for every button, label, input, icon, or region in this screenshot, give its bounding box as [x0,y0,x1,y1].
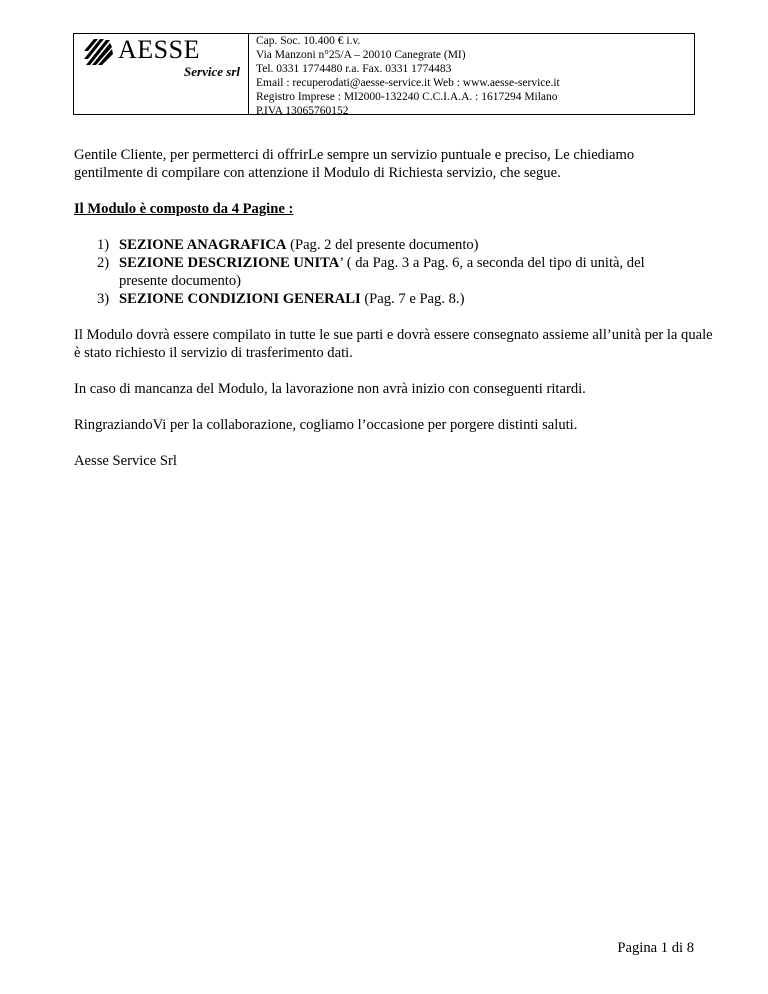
info-line-vat: P.IVA 13065760152 [256,104,349,117]
stripes-logo-icon [82,37,116,67]
sections-list [74,236,714,308]
letter-body [74,146,714,488]
list-item [74,254,689,290]
list-item-number: 2) [97,255,110,271]
info-line-email-web: Email : recuperodati@aesse-service.it Web : www.aesse-service.it [256,76,560,89]
info-line-phone: Tel. 0331 1774480 r.a. Fax. 0331 1774483 [256,62,452,75]
list-item-number: 1) [97,237,110,253]
list-item [74,290,689,308]
logo-subtitle: Service srl [184,64,240,79]
logo-name: AESSE [118,35,200,64]
signature: Aesse Service Srl [74,453,177,469]
info-line-registry: Registro Imprese : MI2000-132240 C.C.I.A.A. : 1617294 Milano [256,90,558,103]
company-info [249,34,694,117]
closing-paragraph: RingraziandoVi per la collaborazione, cogliamo l’occasione per porgere distinti saluti. [74,417,578,433]
company-logo [74,34,249,114]
list-item-title: SEZIONE ANAGRAFICA [119,237,287,253]
list-item-detail: (Pag. 7 e Pag. 8.) [360,291,465,307]
list-item-number: 3) [97,291,110,307]
list-item-detail: ’ ( da Pag. 3 a Pag. 6, a seconda del tipo di unità, del presente documento) [119,255,645,289]
list-item-title: SEZIONE CONDIZIONI GENERALI [119,291,361,307]
page-number: Pagina 1 di 8 [617,940,694,956]
list-item [74,236,689,254]
info-line-capital: Cap. Soc. 10.400 € i.v. [256,35,361,47]
list-item-title: SEZIONE DESCRIZIONE UNITA [119,255,340,271]
letterhead-box [73,33,695,115]
delay-notice-paragraph: In caso di mancanza del Modulo, la lavorazione non avrà inizio con conseguenti ritardi. [74,381,586,397]
intro-paragraph: Gentile Cliente, per permetterci di offrirLe sempre un servizio puntuale e preciso, Le chiediamo gentilmente di compilare con attenzione il Modulo di Richiesta servizio, che segue. [74,147,635,181]
instructions-paragraph: Il Modulo dovrà essere compilato in tutte le sue parti e dovrà essere consegnato assieme all’unità per la quale è stato richiesto il servizio di trasferimento dati. [74,327,713,361]
section-heading: Il Modulo è composto da 4 Pagine : [74,201,294,217]
list-item-detail: (Pag. 2 del presente documento) [286,237,479,253]
info-line-address: Via Manzoni n°25/A – 20010 Canegrate (MI) [256,48,466,61]
